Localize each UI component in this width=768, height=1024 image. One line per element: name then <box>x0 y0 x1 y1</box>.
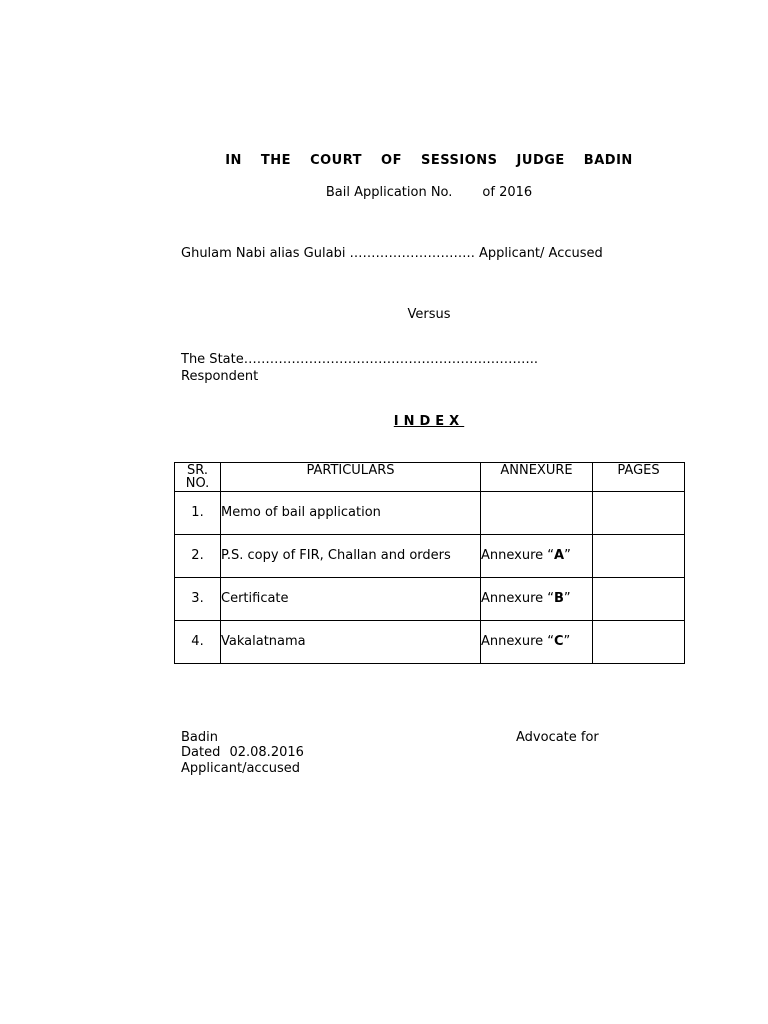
applicant-accused-label: Applicant/accused <box>181 761 300 776</box>
table-row <box>175 578 685 621</box>
cell-sr: 3. <box>175 578 221 621</box>
cell-sr: 1. <box>175 492 221 535</box>
column-header-sr-no <box>175 463 221 492</box>
cell-pages <box>593 578 685 621</box>
cell-annexure <box>481 621 593 664</box>
table-row <box>175 535 685 578</box>
cell-sr: 4. <box>175 621 221 664</box>
annexure-prefix: Annexure “ <box>481 548 554 563</box>
cell-pages <box>593 492 685 535</box>
annexure-letter: C <box>554 634 564 649</box>
cell-pages <box>593 535 685 578</box>
table-header-row <box>175 463 685 492</box>
bail-application-suffix: of 2016 <box>482 185 533 200</box>
advocate-for-label: Advocate for <box>516 730 599 745</box>
bail-application-number <box>0 185 768 200</box>
annexure-prefix: Annexure “ <box>481 591 554 606</box>
dated-line <box>181 745 304 760</box>
state-line: The State………………………………………………………….. <box>181 352 538 367</box>
respondent-label: Respondent <box>181 369 259 384</box>
dated-label: Dated <box>181 745 221 760</box>
column-header-pages: PAGES <box>593 463 685 492</box>
annexure-suffix: ” <box>564 548 571 563</box>
index-table <box>174 462 685 664</box>
place-label: Badin <box>181 730 218 745</box>
column-header-particulars: PARTICULARS <box>221 463 481 492</box>
column-header-annexure: ANNEXURE <box>481 463 593 492</box>
cell-particulars: Memo of bail application <box>221 492 481 535</box>
annexure-letter: B <box>554 591 564 606</box>
annexure-suffix: ” <box>563 591 571 606</box>
cell-particulars: Certificate <box>221 578 481 621</box>
cell-particulars: P.S. copy of FIR, Challan and orders <box>221 535 481 578</box>
cell-annexure <box>481 578 593 621</box>
table-row <box>175 621 685 664</box>
sr-header-line2: NO. <box>185 476 210 491</box>
dated-value: 02.08.2016 <box>229 745 304 760</box>
sr-header-line1: SR. <box>187 463 208 478</box>
cell-sr: 2. <box>175 535 221 578</box>
index-title: INDEX <box>393 414 465 429</box>
annexure-suffix: ” <box>563 634 571 649</box>
cell-pages <box>593 621 685 664</box>
versus-label: Versus <box>407 307 451 322</box>
cell-annexure <box>481 492 593 535</box>
cell-annexure <box>481 535 593 578</box>
bail-application-prefix: Bail Application No. <box>325 185 453 200</box>
cell-particulars: Vakalatnama <box>221 621 481 664</box>
annexure-prefix: Annexure “ <box>481 634 554 649</box>
court-title: IN THE COURT OF SESSIONS JUDGE BADIN <box>225 153 633 168</box>
table-row <box>175 492 685 535</box>
annexure-letter: A <box>554 548 565 563</box>
applicant-line: Ghulam Nabi alias Gulabi ……………………….. Applicant/ Accused <box>181 246 603 261</box>
